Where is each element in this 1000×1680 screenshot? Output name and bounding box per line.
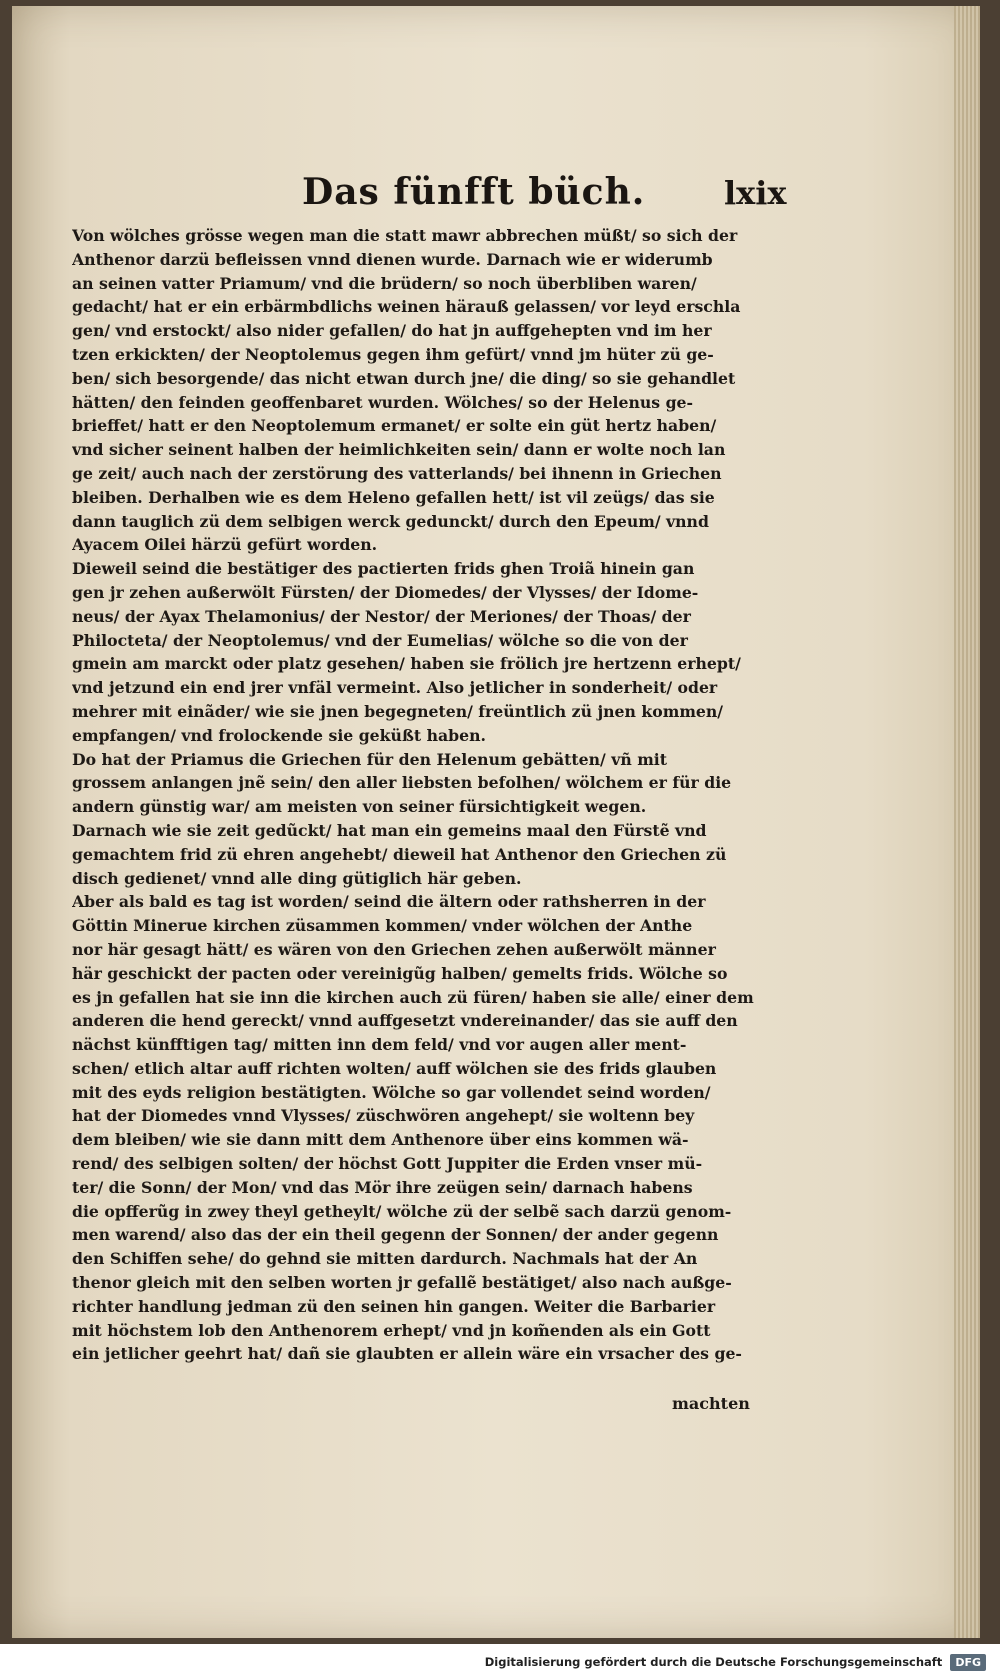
text-line: es jn gefallen hat sie inn die kirchen auch zü füren/ haben sie alle/ einer dem (72, 987, 754, 1007)
text-line: bleiben. Derhalben wie es dem Heleno gefallen hett/ ist vil zeügs/ das sie (72, 487, 715, 507)
text-line: dann tauglich zü dem selbigen werck gedunckt/ durch den Epeum/ vnnd (72, 511, 709, 531)
text-line: vnd jetzund ein end jrer vnfäl vermeint. Also jetlicher in sonderheit/ oder (72, 678, 718, 698)
text-line: ter/ die Sonn/ der Mon/ vnd das Mör ihre zeügen sein/ darnach habens (72, 1177, 693, 1197)
footer-credit: Digitalisierung gefördert durch die Deutsche Forschungsgemeinschaft (484, 1655, 943, 1669)
dfg-logo: DFG (950, 1654, 986, 1671)
text-line: thenor gleich mit den selben worten jr gefallẽ bestätiget/ also nach außge- (72, 1273, 732, 1293)
text-line: ben/ sich besorgende/ das nicht etwan durch jne/ die ding/ so sie gehandlet (72, 368, 736, 388)
text-line: den Schiffen sehe/ do gehnd sie mitten dardurch. Nachmals hat der An (72, 1249, 698, 1269)
digitization-footer (0, 1644, 1000, 1680)
page-edge-stack (954, 6, 980, 1638)
text-line: anderen die hend gereckt/ vnnd auffgesetzt vndereinander/ das sie auff den (72, 1011, 738, 1031)
body-text (72, 224, 772, 1366)
text-line: mit des eyds religion bestätigten. Wölche so gar vollendet seind worden/ (72, 1082, 711, 1102)
text-line: brieffet/ hatt er den Neoptolemum ermanet/ er solte ein güt hertz haben/ (72, 416, 717, 436)
text-line: an seinen vatter Priamum/ vnd die brüdern/ so noch überbliben waren/ (72, 273, 697, 293)
text-line: Do hat der Priamus die Griechen für den Helenum gebätten/ vñ mit (72, 749, 667, 769)
text-line: tzen erkickten/ der Neoptolemus gegen ihm gefürt/ vnnd jm hüter zü ge- (72, 344, 714, 364)
text-line: Dieweil seind die bestätiger des pactierten frids ghen Troiã hinein gan (72, 559, 695, 579)
catchword: machten (672, 1394, 750, 1413)
text-line: ge zeit/ auch nach der zerstörung des vatterlands/ bei ihnenn in Griechen (72, 463, 722, 483)
text-line: schen/ etlich altar auff richten wolten/ auff wölchen sie des frids glauben (72, 1058, 717, 1078)
text-line: neus/ der Ayax Thelamonius/ der Nestor/ der Meriones/ der Thoas/ der (72, 606, 691, 626)
text-line: mit höchstem lob den Anthenorem erhept/ vnd jn kom̃enden als ein Gott (72, 1320, 711, 1340)
book-page (12, 6, 980, 1638)
paragraph (72, 557, 772, 747)
text-line: gemachtem frid zü ehren angehebt/ dieweil hat Anthenor den Griechen zü (72, 844, 727, 864)
text-line: gen/ vnd erstockt/ also nider gefallen/ do hat jn auffgehepten vnd im her (72, 321, 712, 341)
text-line: här geschickt der pacten oder vereinigũg halben/ gemelts frids. Wölche so (72, 963, 728, 983)
text-line: dem bleiben/ wie sie dann mitt dem Anthenore über eins kommen wä- (72, 1130, 689, 1150)
text-line: hat der Diomedes vnnd Vlysses/ züschwören angehept/ sie woltenn bey (72, 1106, 695, 1126)
text-line: Darnach wie sie zeit gedũckt/ hat man ein gemeins maal den Fürstẽ vnd (72, 820, 707, 840)
running-title: Das fünfft büch. (302, 171, 646, 213)
text-line: hätten/ den feinden geoffenbaret wurden. Wölches/ so der Helenus ge- (72, 392, 694, 412)
text-line: Philocteta/ der Neoptolemus/ vnd der Eumelias/ wölche so die von der (72, 630, 688, 650)
paragraph (72, 748, 772, 819)
folio-number: lxix (724, 174, 787, 212)
text-line: nächst künfftigen tag/ mitten inn dem feld/ vnd vor augen aller ment- (72, 1035, 687, 1055)
paragraph (72, 224, 772, 557)
text-line: grossem anlangen jnẽ sein/ den aller liebsten befolhen/ wölchem er für die (72, 773, 732, 793)
paragraph (72, 819, 772, 890)
text-line: Ayacem Oilei härzü gefürt worden. (72, 535, 378, 555)
text-line: empfangen/ vnd frolockende sie geküßt haben. (72, 725, 486, 745)
text-line: rend/ des selbigen solten/ der höchst Gott Juppiter die Erden vnser mü- (72, 1154, 703, 1174)
text-line: die opfferũg in zwey theyl getheylt/ wölche zü der selbẽ sach darzü genom- (72, 1201, 732, 1221)
text-line: nor här gesagt hätt/ es wären von den Griechen zehen außerwölt männer (72, 939, 716, 959)
text-line: andern günstig war/ am meisten von seiner fürsichtigkeit wegen. (72, 797, 647, 817)
text-line: ein jetlicher geehrt hat/ dañ sie glaubten er allein wäre ein vrsacher des ge- (72, 1344, 742, 1364)
text-line: Göttin Minerue kirchen züsammen kommen/ vnder wölchen der Anthe (72, 916, 693, 936)
text-line: Aber als bald es tag ist worden/ seind die ältern oder rathsherren in der (72, 892, 706, 912)
text-line: mehrer mit einãder/ wie sie jnen begegneten/ freüntlich zü jnen kommen/ (72, 701, 724, 721)
text-line: disch gedienet/ vnnd alle ding gütiglich här geben. (72, 868, 522, 888)
text-line: gen jr zehen außerwölt Fürsten/ der Diomedes/ der Vlysses/ der Idome- (72, 582, 699, 602)
text-line: gmein am marckt oder platz gesehen/ haben sie frölich jre hertzenn erhept/ (72, 654, 741, 674)
text-line: vnd sicher seinent halben der heimlichkeiten sein/ dann er wolte noch lan (72, 440, 726, 460)
text-line: richter handlung jedman zü den seinen hin gangen. Weiter die Barbarier (72, 1296, 716, 1316)
paragraph (72, 890, 772, 1366)
text-line: men warend/ also das der ein theil gegenn der Sonnen/ der ander gegenn (72, 1225, 719, 1245)
text-line: gedacht/ hat er ein erbärmbdlichs weinen härauß gelassen/ vor leyd erschla (72, 297, 741, 317)
text-line: Von wölches grösse wegen man die statt mawr abbrechen müßt/ so sich der (72, 226, 738, 245)
text-line: Anthenor darzü befleissen vnnd dienen wurde. Darnach wie er widerumb (72, 249, 713, 269)
page-header (302, 171, 740, 213)
